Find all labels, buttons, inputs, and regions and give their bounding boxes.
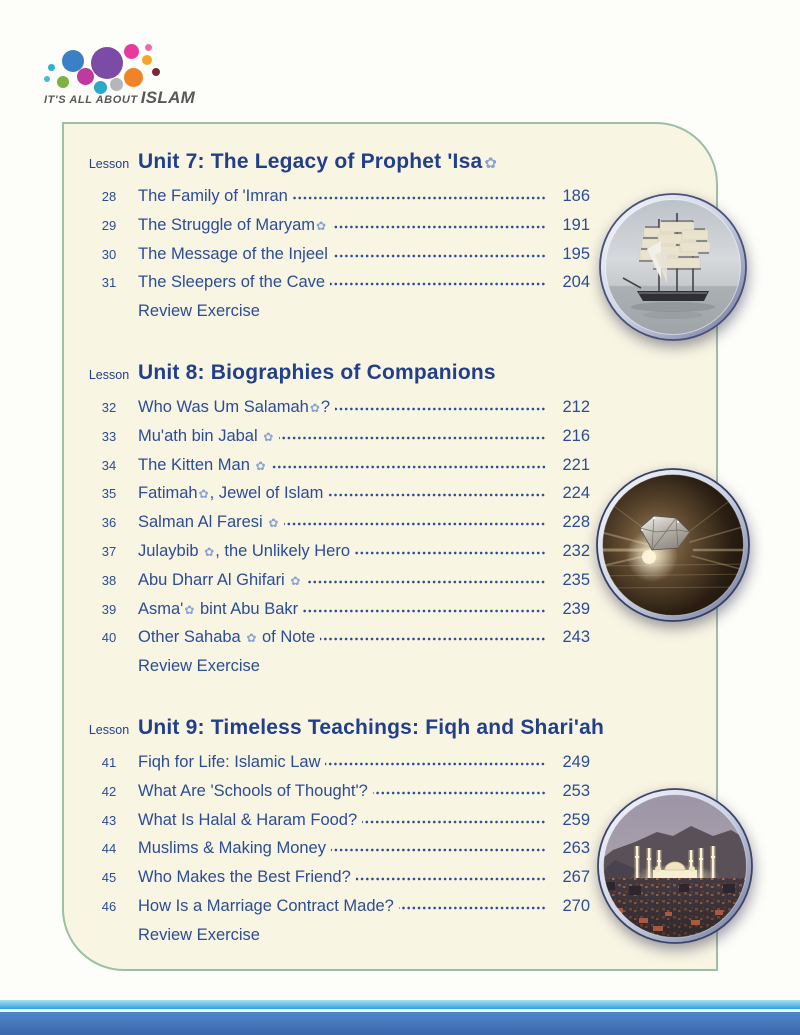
lesson-title <box>138 427 274 446</box>
footer-cyan-stripe <box>0 1000 800 1009</box>
lesson-title-part: Who Was Um Salamah <box>138 397 309 416</box>
lesson-column-label: Lesson <box>88 367 130 382</box>
logo-circle <box>145 44 152 51</box>
lesson-title <box>138 868 351 887</box>
lesson-title-part: Fiqh for Life: Islamic Law <box>138 752 321 771</box>
lesson-number: 39 <box>101 601 117 617</box>
dotted-leader <box>303 608 546 614</box>
dotted-leader <box>356 876 546 882</box>
lesson-title-part: Abu Dharr Al Ghifari <box>138 570 290 589</box>
dotted-leader <box>355 550 546 556</box>
honorific-icon: ✿ <box>316 218 327 233</box>
lesson-number: 31 <box>101 275 117 291</box>
honorific-icon: ✿ <box>309 400 320 415</box>
lesson-title <box>138 600 298 619</box>
review-exercise-label: Review Exercise <box>138 925 260 944</box>
page-number: 249 <box>562 752 590 771</box>
dotted-leader <box>306 579 546 585</box>
lesson-number: 44 <box>101 841 117 857</box>
logo-circle <box>124 68 143 87</box>
lesson-title <box>138 273 325 292</box>
lesson-title-part: , the Unlikely Hero <box>215 541 350 560</box>
brand-name-text: ISLAM <box>140 88 196 107</box>
toc-row <box>80 782 590 811</box>
lesson-title <box>138 897 394 916</box>
lesson-number: 42 <box>101 783 117 799</box>
toc-row <box>80 216 590 245</box>
lesson-title-part: ? <box>320 397 331 416</box>
lesson-number: 38 <box>101 572 117 588</box>
toc-row <box>80 628 590 657</box>
toc-row <box>80 484 590 513</box>
logo-circle <box>48 64 55 71</box>
toc-unit <box>80 715 604 955</box>
unit-header <box>80 361 590 391</box>
diamond-illustration <box>594 466 752 624</box>
lesson-title-part: How Is a Marriage Contract Made? <box>138 896 394 915</box>
table-of-contents <box>80 150 604 985</box>
toc-row <box>80 897 590 926</box>
lesson-title <box>138 811 357 830</box>
lesson-number: 46 <box>101 898 117 914</box>
dotted-leader <box>279 435 546 441</box>
page-number: 186 <box>562 187 590 205</box>
lesson-title-part: The Struggle of Maryam <box>138 215 315 234</box>
lesson-title <box>138 187 288 206</box>
toc-row <box>80 427 590 456</box>
lesson-number: 32 <box>101 399 117 415</box>
page-number: 224 <box>562 484 590 503</box>
page-number: 195 <box>562 244 590 263</box>
lesson-number: 33 <box>101 428 117 444</box>
toc-row <box>80 513 590 542</box>
toc-row <box>80 456 590 485</box>
honorific-icon: ✿ <box>184 602 195 617</box>
unit-title <box>138 150 497 174</box>
page-number: 253 <box>562 781 590 800</box>
unit-title-text: Unit 8: Biographies of Companions <box>138 360 496 384</box>
unit-title <box>138 716 604 740</box>
lesson-title <box>138 782 368 801</box>
lesson-number: 37 <box>101 543 117 559</box>
dotted-leader <box>362 819 546 825</box>
lesson-title-part: Fatimah <box>138 484 198 503</box>
lesson-title-part: , Jewel of Islam <box>209 484 324 503</box>
page-number: 239 <box>562 599 590 618</box>
dotted-leader <box>325 761 546 767</box>
dotted-leader <box>373 790 546 796</box>
toc-row <box>80 542 590 571</box>
review-exercise-label: Review Exercise <box>138 657 260 676</box>
lesson-title-part: of Note <box>257 628 316 647</box>
dotted-leader <box>272 464 546 470</box>
lesson-title <box>138 753 320 772</box>
review-exercise-label: Review Exercise <box>138 302 260 321</box>
brand-wordmark <box>44 88 195 108</box>
page-number: 267 <box>562 868 590 887</box>
tall-ship-illustration <box>597 191 749 343</box>
toc-row <box>80 398 590 427</box>
toc-row <box>80 245 590 274</box>
honorific-icon: ✿ <box>268 516 279 531</box>
toc-row <box>80 600 590 629</box>
review-exercise-row <box>80 657 590 686</box>
logo-circle <box>91 47 123 79</box>
lesson-title-part: Who Makes the Best Friend? <box>138 868 351 887</box>
lesson-title <box>138 839 326 858</box>
mosque-illustration <box>595 786 755 946</box>
lesson-column-label: Lesson <box>88 722 130 737</box>
footer-blue-bar <box>0 1012 800 1035</box>
unit-title <box>138 361 496 385</box>
lesson-title-part: The Kitten Man <box>138 455 255 474</box>
lesson-number: 35 <box>101 486 117 502</box>
lesson-title <box>138 513 279 532</box>
lesson-title-part: What Is Halal & Haram Food? <box>138 810 358 829</box>
honorific-icon: ✿ <box>263 429 274 444</box>
diamond-photo <box>594 466 752 624</box>
toc-row <box>80 571 590 600</box>
lesson-title-part: Muslims & Making Money <box>138 839 326 858</box>
page-number: 228 <box>562 513 590 532</box>
lesson-title-part: Julaybib <box>138 541 204 560</box>
logo-circle <box>142 55 152 65</box>
logo-circle <box>124 44 139 59</box>
logo-circle <box>152 68 160 76</box>
dotted-leader <box>333 253 546 259</box>
lesson-title <box>138 571 301 590</box>
dotted-leader <box>331 847 546 853</box>
lesson-number: 45 <box>101 870 117 886</box>
lesson-title-part: The Sleepers of the Cave <box>138 273 326 292</box>
lesson-title-part: bint Abu Bakr <box>195 599 299 618</box>
page-number: 212 <box>562 397 590 416</box>
lesson-title-part: Salman Al Faresi <box>138 513 268 532</box>
unit-header <box>80 150 590 180</box>
mosque-photo <box>595 786 755 946</box>
lesson-title-part: The Message of the Injeel <box>138 244 328 263</box>
dotted-leader <box>328 492 546 498</box>
lesson-number: 30 <box>101 246 117 262</box>
lesson-title <box>138 542 350 561</box>
honorific-icon: ✿ <box>204 544 215 559</box>
page-number: 263 <box>562 839 590 858</box>
honorific-icon: ✿ <box>255 458 266 473</box>
lesson-title-part: Mu'ath bin Jabal <box>138 426 263 445</box>
lesson-number: 36 <box>101 515 117 531</box>
lesson-title <box>138 456 267 475</box>
honorific-icon: ✿ <box>484 155 498 172</box>
page-number: 259 <box>562 810 590 829</box>
dotted-leader <box>330 281 546 287</box>
dotted-leader <box>399 905 546 911</box>
lesson-number: 43 <box>101 812 117 828</box>
logo-bubbles-icon <box>44 42 184 90</box>
honorific-icon: ✿ <box>246 631 257 646</box>
lesson-title-part: What Are 'Schools of Thought'? <box>138 781 368 800</box>
toc-row <box>80 187 590 216</box>
toc-row <box>80 273 590 302</box>
toc-unit <box>80 150 590 331</box>
dotted-leader <box>284 521 546 527</box>
page-number: 191 <box>562 215 590 234</box>
page-number: 243 <box>562 628 590 647</box>
footer-wave-bar <box>0 1000 800 1035</box>
lesson-title <box>138 216 327 235</box>
lesson-number: 41 <box>101 754 117 770</box>
lesson-number: 28 <box>101 189 117 204</box>
lesson-title <box>138 628 315 647</box>
dotted-leader <box>320 636 546 642</box>
logo-circle <box>57 76 69 88</box>
toc-row <box>80 868 590 897</box>
unit-title-text: Unit 9: Timeless Teachings: Fiqh and Shari'ah <box>138 715 604 739</box>
lesson-title <box>138 245 328 264</box>
honorific-icon: ✿ <box>290 573 301 588</box>
lesson-title <box>138 398 330 417</box>
page-number: 204 <box>562 273 590 292</box>
lesson-number: 40 <box>101 630 117 646</box>
lesson-column-label: Lesson <box>88 157 130 171</box>
dotted-leader <box>332 224 546 230</box>
lesson-number: 34 <box>101 457 117 473</box>
dotted-leader <box>335 406 546 412</box>
logo-circle <box>44 76 50 82</box>
honorific-icon: ✿ <box>198 487 209 502</box>
lesson-number: 29 <box>101 217 117 233</box>
brand-logo <box>44 42 234 110</box>
lesson-title <box>138 484 323 503</box>
brand-prefix-text: IT'S ALL ABOUT <box>44 94 138 106</box>
page-number: 232 <box>562 541 590 560</box>
lesson-title-part: Asma' <box>138 599 184 618</box>
tall-ship-photo <box>597 191 749 343</box>
toc-unit <box>80 361 590 686</box>
page-number: 216 <box>562 426 590 445</box>
review-exercise-row <box>80 926 590 955</box>
toc-row <box>80 811 590 840</box>
logo-circle <box>77 68 94 85</box>
unit-title-text: Unit 7: The Legacy of Prophet 'Isa <box>138 150 483 173</box>
toc-row <box>80 753 590 782</box>
page-number: 235 <box>562 570 590 589</box>
unit-header <box>80 715 604 746</box>
dotted-leader <box>293 195 546 201</box>
lesson-title-part: Other Sahaba <box>138 628 246 647</box>
review-exercise-row <box>80 302 590 331</box>
page-number: 221 <box>562 455 590 474</box>
page-number: 270 <box>562 896 590 915</box>
lesson-title-part: The Family of 'Imran <box>138 187 288 205</box>
toc-row <box>80 839 590 868</box>
